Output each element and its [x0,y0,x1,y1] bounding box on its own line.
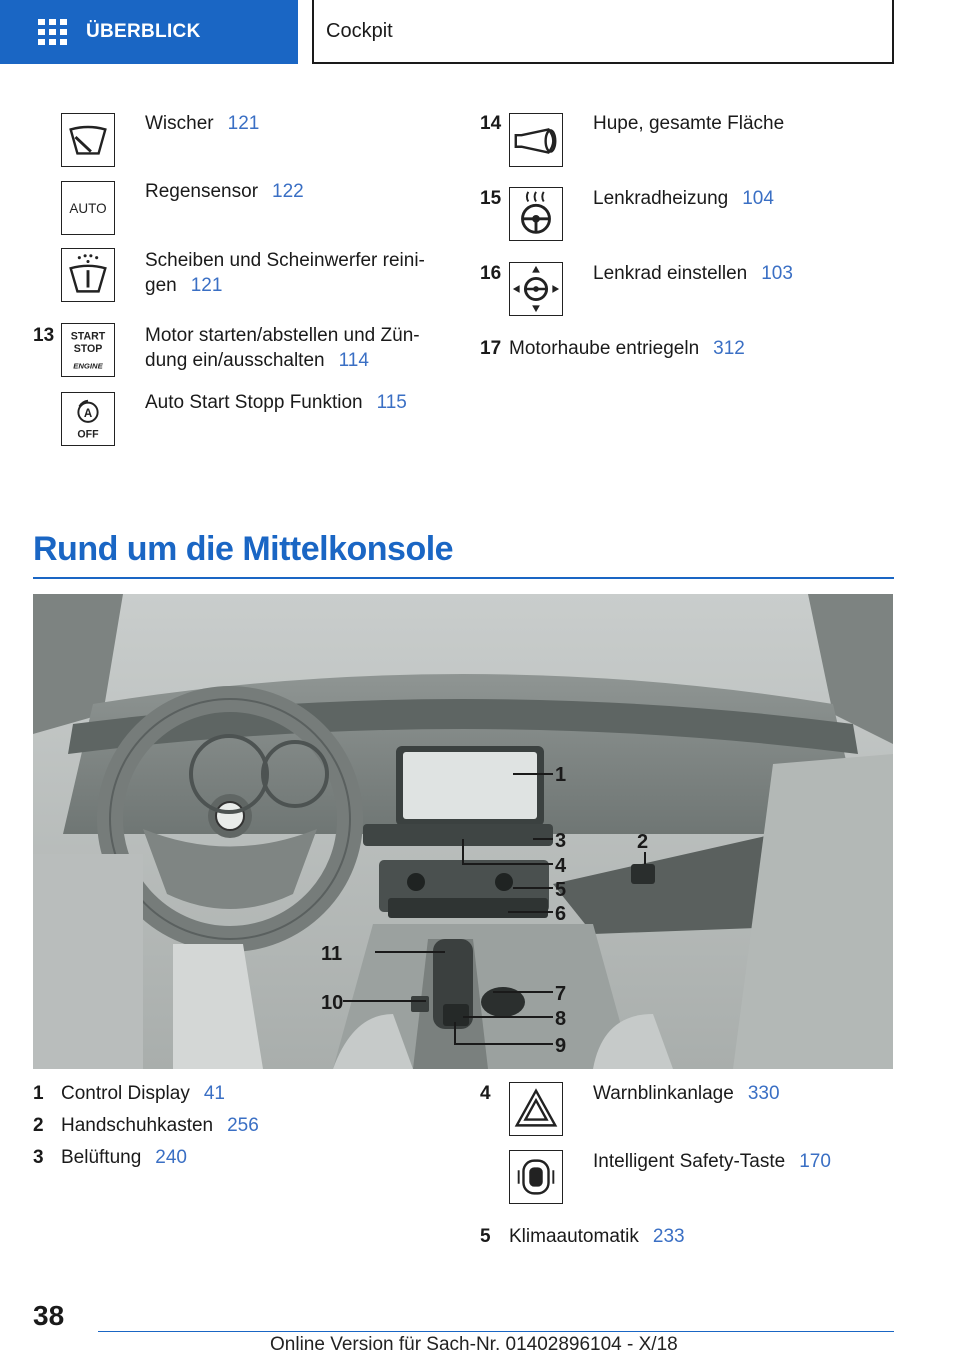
start-stop-icon [61,323,115,377]
cockpit-tab-label: Cockpit [326,19,393,42]
cockpit-tab[interactable] [312,0,894,64]
entry-number: 5 [480,1226,491,1247]
entry-rain-sensor [145,179,304,204]
entry-text: Intelligent Safety-Taste [593,1151,786,1172]
wiper-icon [61,113,115,167]
entry-text: Regensensor [145,181,259,202]
page-ref-link[interactable]: 330 [747,1083,780,1104]
entry-number: 15 [480,188,502,209]
entry-washer [145,248,425,298]
entry-number: 4 [480,1083,491,1104]
item-text: Belüftung [61,1147,142,1168]
entry-hazard [593,1081,780,1106]
page-ref-link[interactable]: 115 [376,392,407,413]
page-ref-link[interactable]: 121 [190,275,223,296]
callout-2: 2 [637,831,649,853]
safety-icon [509,1150,563,1204]
entry-text: Motorhaube entriegeln [509,338,700,359]
horn-icon [509,113,563,167]
section-title: Rund um die Mittelkonsole [33,530,454,568]
page-ref-link[interactable]: 312 [713,338,745,359]
grid-icon [38,19,68,45]
stop-label: STOP [73,342,103,355]
callout-11: 11 [321,943,343,965]
entry-number: 14 [480,113,502,134]
entry-text: Hupe, gesamte Fläche [593,113,785,134]
entry-number: 17 [480,338,502,359]
entry-text: Lenkradheizung [593,188,729,209]
entry-text-line-2: gen [145,275,177,296]
page-ref-link[interactable]: 41 [203,1083,225,1104]
overview-tab[interactable] [0,0,298,64]
item-number: 1 [33,1083,44,1104]
section-divider [33,577,894,579]
callout-6: 6 [555,903,567,925]
entry-start-stop [145,323,420,373]
page-ref-link[interactable]: 114 [338,350,369,371]
footer-text: Online Version für Sach-Nr. 01402896104 - X/18 [270,1334,678,1355]
callout-9: 9 [555,1035,567,1057]
a-label: A [83,408,93,421]
item-text: Control Display [61,1083,190,1104]
entry-text: Klimaautomatik [509,1226,639,1247]
callout-5: 5 [555,879,567,901]
page-number: 38 [33,1300,65,1331]
overview-tab-label: ÜBERBLICK [86,21,201,42]
entry-text: Warnblinkanlage [593,1083,734,1104]
entry-text: Lenkrad einstellen [593,263,748,284]
entry-text: Wischer [145,113,214,134]
page-ref-link[interactable]: 256 [227,1115,259,1136]
entry-text-line-1: Motor starten/abstellen und Zün- [145,325,420,346]
item-text: Handschuhkasten [61,1115,214,1136]
page-ref-link[interactable]: 233 [652,1226,685,1247]
callout-7: 7 [555,983,567,1005]
entry-safety [593,1149,831,1174]
footer-divider [98,1331,894,1332]
engine-label: ENGINE [73,361,103,371]
page-ref-link[interactable]: 103 [761,263,793,284]
item-number: 2 [33,1115,44,1136]
page-header [0,0,960,66]
entry-text-line-2: dung ein/ausschalten [145,350,325,371]
center-console-illustration [33,594,893,1069]
entry-steering-heat [593,186,774,211]
page-ref-link[interactable]: 104 [742,188,774,209]
callout-4: 4 [555,855,567,877]
entry-horn [593,111,784,136]
entry-number: 13 [33,325,55,346]
hazard-icon [509,1082,563,1136]
steering-adjust-icon [509,262,563,316]
auto-start-stop-off-icon [61,392,115,446]
callout-3: 3 [555,830,567,852]
entry-text-line-1: Scheiben und Scheinwerfer reini- [145,250,425,271]
page-ref-link[interactable]: 122 [272,181,304,202]
page-ref-link[interactable]: 240 [155,1147,187,1168]
start-label: START [70,330,106,343]
entry-text: Auto Start Stopp Funktion [145,392,363,413]
page-ref-link[interactable]: 121 [227,113,260,134]
item-number: 3 [33,1147,44,1168]
entry-number: 16 [480,263,502,284]
entry-steering-adjust [593,261,793,286]
off-label: OFF [77,428,99,441]
page-ref-link[interactable]: 170 [799,1151,831,1172]
steering-heat-icon [509,187,563,241]
auto-icon-label: AUTO [69,200,107,216]
callout-8: 8 [555,1008,567,1030]
callout-1: 1 [555,764,567,786]
entry-wiper [145,111,259,136]
auto-icon [61,181,115,235]
washer-icon [61,248,115,302]
callout-10: 10 [321,992,344,1014]
entry-auto-start-stop [145,390,407,415]
